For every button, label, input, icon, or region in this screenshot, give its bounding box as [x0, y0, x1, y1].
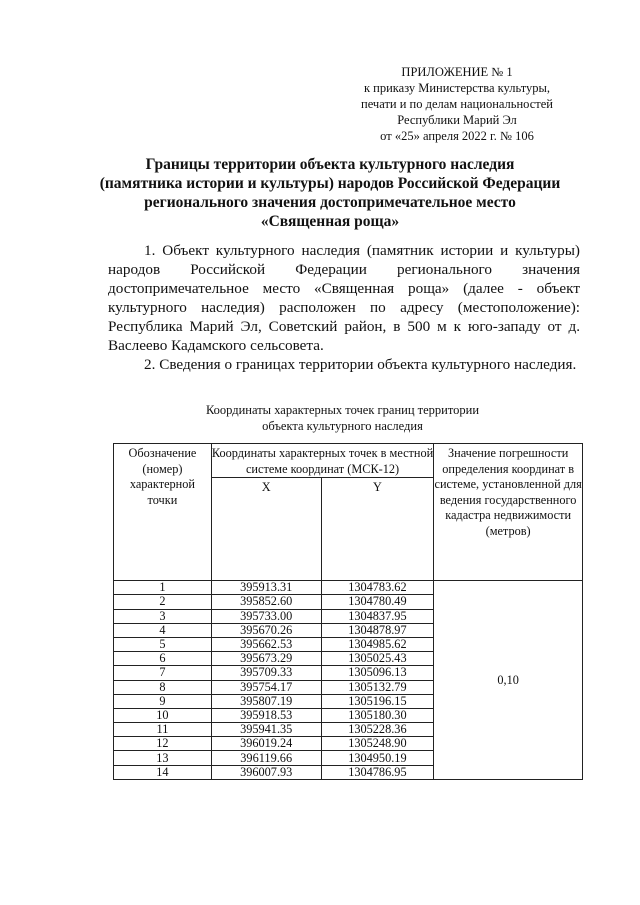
y-coordinate-cell: 1305096.13	[321, 666, 434, 680]
appendix-title: ПРИЛОЖЕНИЕ № 1	[401, 65, 513, 79]
y-coordinate-cell: 1305248.90	[321, 737, 434, 751]
x-coordinate-cell: 395662.53	[211, 637, 321, 651]
x-coordinate-cell: 395918.53	[211, 708, 321, 722]
point-number-cell: 5	[114, 637, 212, 651]
title-line-4: «Священная роща»	[260, 213, 400, 230]
header-y: Y	[321, 478, 434, 581]
point-number-cell: 8	[114, 680, 212, 694]
y-coordinate-cell: 1305196.15	[321, 694, 434, 708]
y-coordinate-cell: 1304780.49	[321, 595, 434, 609]
x-coordinate-cell: 396019.24	[211, 737, 321, 751]
y-coordinate-cell: 1304837.95	[321, 609, 434, 623]
y-coordinate-cell: 1305180.30	[321, 708, 434, 722]
point-number-cell: 14	[114, 765, 212, 779]
paragraph-location: 1. Объект культурного наследия (памятник истории и культуры) народов Российской Федерации регионального значения достопримечательное место «Священная роща» (далее - объект культурного наследия) расположен по адресу (местоположение): Республика Марий Эл, Советский район, в 500 м к юго-западу от д. Васлеево Кадамского сельсовета.	[108, 242, 580, 354]
header-point-number: Обозначение (номер) характерной точки	[114, 444, 212, 581]
paragraph-boundaries: 2. Сведения о границах территории объекта культурного наследия.	[144, 356, 577, 373]
header-coordinates: Координаты характерных точек в местной системе координат (МСК-12)	[211, 444, 433, 478]
x-coordinate-cell: 395807.19	[211, 694, 321, 708]
point-number-cell: 1	[114, 581, 212, 595]
coordinates-table	[113, 443, 583, 780]
x-coordinate-cell: 396119.66	[211, 751, 321, 765]
title-line-1: Границы территории объекта культурного наследия	[145, 156, 515, 173]
document-title	[80, 155, 580, 231]
y-coordinate-cell: 1304786.95	[321, 765, 434, 779]
header-x: X	[211, 478, 321, 581]
appendix-order-line: к приказу Министерства культуры,	[363, 81, 551, 95]
x-coordinate-cell: 395852.60	[211, 595, 321, 609]
appendix-ministry-line: печати и по делам национальностей	[361, 97, 553, 111]
y-coordinate-cell: 1305228.36	[321, 723, 434, 737]
title-line-2: (памятника истории и культуры) народов Российской Федерации	[99, 175, 561, 192]
document-body	[108, 241, 580, 374]
title-line-3: регионального значения достопримечательное место	[144, 194, 516, 211]
point-number-cell: 12	[114, 737, 212, 751]
table-caption	[170, 402, 515, 434]
table-body	[114, 581, 583, 780]
point-number-cell: 3	[114, 609, 212, 623]
error-value-cell: 0,10	[434, 581, 583, 780]
x-coordinate-cell: 396007.93	[211, 765, 321, 779]
appendix-date-line: от «25» апреля 2022 г. № 106	[380, 129, 534, 143]
point-number-cell: 6	[114, 652, 212, 666]
y-coordinate-cell: 1305132.79	[321, 680, 434, 694]
x-coordinate-cell: 395670.26	[211, 623, 321, 637]
header-error-value: Значение погрешности определения координат в системе, установленной для ведения государственного кадастра недвижимости (метров)	[434, 444, 583, 581]
point-number-cell: 13	[114, 751, 212, 765]
point-number-cell: 4	[114, 623, 212, 637]
point-number-cell: 7	[114, 666, 212, 680]
x-coordinate-cell: 395941.35	[211, 723, 321, 737]
y-coordinate-cell: 1304783.62	[321, 581, 434, 595]
point-number-cell: 2	[114, 595, 212, 609]
y-coordinate-cell: 1304950.19	[321, 751, 434, 765]
caption-line-1: Координаты характерных точек границ территории	[205, 403, 480, 417]
y-coordinate-cell: 1305025.43	[321, 652, 434, 666]
table-row	[114, 581, 583, 595]
x-coordinate-cell: 395754.17	[211, 680, 321, 694]
point-number-cell: 9	[114, 694, 212, 708]
caption-line-2: объекта культурного наследия	[262, 419, 423, 433]
appendix-header	[342, 64, 572, 144]
x-coordinate-cell: 395709.33	[211, 666, 321, 680]
point-number-cell: 10	[114, 708, 212, 722]
y-coordinate-cell: 1304878.97	[321, 623, 434, 637]
point-number-cell: 11	[114, 723, 212, 737]
x-coordinate-cell: 395733.00	[211, 609, 321, 623]
x-coordinate-cell: 395913.31	[211, 581, 321, 595]
y-coordinate-cell: 1304985.62	[321, 637, 434, 651]
appendix-republic-line: Республики Марий Эл	[397, 113, 517, 127]
x-coordinate-cell: 395673.29	[211, 652, 321, 666]
